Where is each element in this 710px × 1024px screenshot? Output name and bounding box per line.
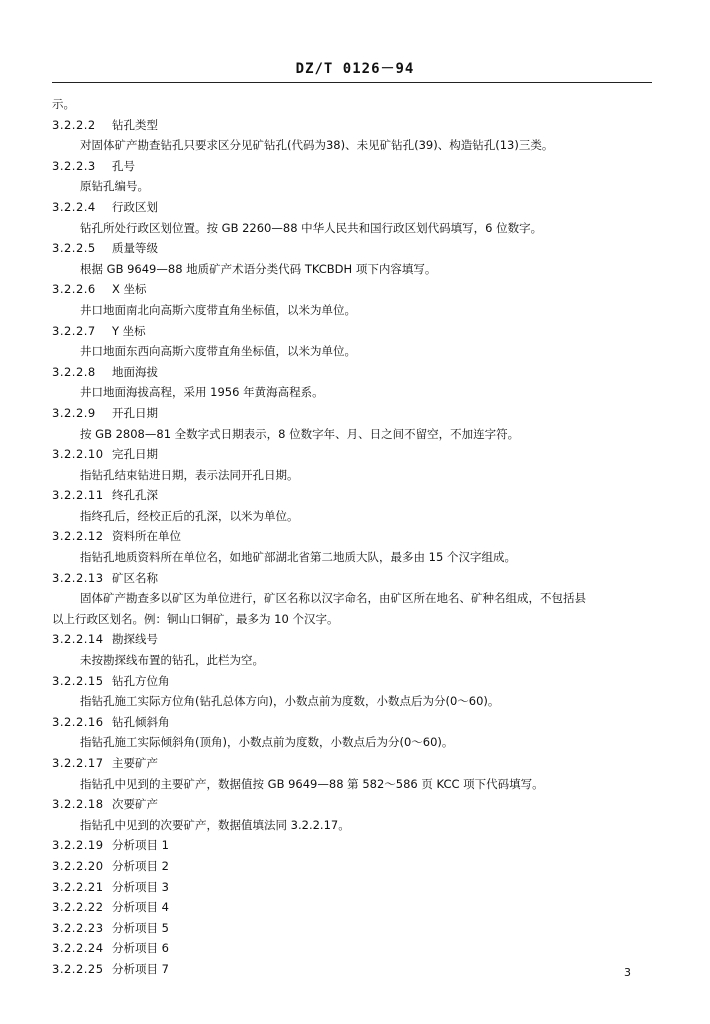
clause-title: 质量等级: [112, 241, 158, 256]
clause-number: 3.2.2.10: [52, 447, 104, 462]
clause-heading: [52, 156, 652, 177]
clause-heading: [52, 238, 652, 259]
clause-heading: [52, 877, 652, 898]
clause-heading: [52, 959, 652, 980]
clause-title: 开孔日期: [112, 405, 158, 420]
clause-title: 完孔日期: [112, 447, 158, 462]
clause-heading: [52, 444, 652, 465]
clause-number: 3.2.2.4: [52, 199, 96, 214]
clause-heading: [52, 794, 652, 815]
clause-number: 3.2.2.13: [52, 570, 104, 585]
clause-number: 3.2.2.12: [52, 529, 104, 544]
clause-heading: [52, 526, 652, 547]
clause-number: 3.2.2.21: [52, 879, 104, 894]
clause-title: 钻孔类型: [112, 117, 158, 132]
clause-number: 3.2.2.24: [52, 941, 104, 956]
clause-number: 3.2.2.23: [52, 920, 104, 935]
clause-body: 井口地面南北向高斯六度带直角坐标值，以米为单位。: [80, 302, 356, 317]
clause-number: 3.2.2.7: [52, 323, 96, 338]
clause-heading: [52, 918, 652, 939]
clause-body: 按 GB 2808—81 全数字式日期表示，8 位数字年、月、日之间不留空，不加连字符。: [80, 426, 520, 441]
clause-title: 分析项目 2: [112, 858, 169, 873]
clause-heading: [52, 568, 652, 589]
clause-number: 3.2.2.17: [52, 756, 104, 770]
clause-heading: [52, 835, 652, 856]
clause-title: 行政区划: [112, 199, 158, 214]
clause-body: 井口地面海拔高程，采用 1956 年黄海高程系。: [80, 385, 324, 400]
clause-body: 原钻孔编号。: [80, 179, 149, 194]
clause-heading: [52, 197, 652, 218]
clause-title: 分析项目 1: [112, 838, 169, 853]
clause-heading: [52, 897, 652, 918]
clause-heading: [52, 321, 652, 342]
header-rule: [52, 82, 652, 83]
clause-number: 3.2.2.9: [52, 405, 96, 420]
clause-heading: [52, 856, 652, 877]
clause-number: 3.2.2.16: [52, 714, 104, 729]
clause-title: X 坐标: [112, 282, 147, 297]
clause-heading: [52, 671, 652, 692]
clause-title: 次要矿产: [112, 797, 158, 812]
clause-heading: [52, 938, 652, 959]
clause-title: 分析项目 7: [112, 961, 169, 976]
clause-number: 3.2.2.18: [52, 797, 104, 812]
clause-number: 3.2.2.14: [52, 632, 104, 647]
clause-number: 3.2.2.3: [52, 158, 96, 173]
clause-title: 分析项目 6: [112, 941, 169, 956]
clause-number: 3.2.2.11: [52, 488, 104, 503]
clause-number: 3.2.2.5: [52, 241, 96, 256]
clause-title: 地面海拔: [112, 364, 158, 379]
page-body: [52, 94, 652, 980]
clause-body: 指钻孔施工实际方位角(钻孔总体方向)，小数点前为度数，小数点后为分(0～60)。: [80, 694, 500, 709]
clause-title: 分析项目 5: [112, 920, 169, 935]
clause-body: 指钻孔中见到的主要矿产，数据值按 GB 9649—88 第 582～586 页 KCC 项下代码填写。: [80, 776, 544, 791]
clause-title: 终孔孔深: [112, 488, 158, 503]
clause-title: 钻孔方位角: [112, 673, 170, 688]
clause-number: 3.2.2.8: [52, 364, 96, 379]
clause-body: 指钻孔结束钻进日期，表示法同开孔日期。: [80, 467, 299, 482]
clause-body: 指钻孔中见到的次要矿产，数据值填法同 3.2.2.17。: [80, 817, 350, 832]
text-line: 示。: [52, 97, 75, 111]
clause-title: 孔号: [112, 158, 135, 173]
clause-heading: [52, 712, 652, 733]
clause-number: 3.2.2.25: [52, 961, 104, 976]
clause-title: 资料所在单位: [112, 529, 181, 544]
clause-title: 矿区名称: [112, 570, 158, 585]
clause-body: 指钻孔地质资料所在单位名，如地矿部湖北省第二地质大队，最多由 15 个汉字组成。: [80, 550, 516, 565]
clause-body: 井口地面东西向高斯六度带直角坐标值，以米为单位。: [80, 344, 356, 359]
clause-number: 3.2.2.19: [52, 838, 104, 853]
clause-title: 主要矿产: [112, 756, 158, 770]
clause-heading: [52, 362, 652, 383]
clause-title: 勘探线号: [112, 632, 158, 647]
clause-title: 分析项目 4: [112, 900, 169, 915]
clause-body: 指终孔后，经校正后的孔深，以米为单位。: [80, 508, 299, 523]
clause-body: 根据 GB 9649—88 地质矿产术语分类代码 TKCBDH 项下内容填写。: [80, 261, 437, 276]
clause-title: Y 坐标: [112, 323, 146, 338]
clause-title: 分析项目 3: [112, 879, 169, 894]
clause-heading: [52, 115, 652, 136]
text-line: 以上行政区划名。例：铜山口铜矿，最多为 10 个汉字。: [52, 611, 339, 626]
clause-heading: [52, 403, 652, 424]
clause-heading: [52, 753, 652, 774]
clause-number: 3.2.2.6: [52, 282, 96, 297]
clause-title: 钻孔倾斜角: [112, 714, 170, 729]
clause-heading: [52, 485, 652, 506]
standard-code-header: DZ/T 0126－94: [295, 61, 415, 77]
clause-heading: [52, 279, 652, 300]
clause-body: 钻孔所处行政区划位置。按 GB 2260—88 中华人民共和国行政区划代码填写，6 位数字。: [80, 220, 543, 235]
clause-heading: [52, 629, 652, 650]
clause-number: 3.2.2.22: [52, 900, 104, 915]
clause-body: 指钻孔施工实际倾斜角(顶角)，小数点前为度数，小数点后为分(0～60)。: [80, 735, 454, 750]
clause-number: 3.2.2.2: [52, 117, 96, 132]
clause-body: 未按勘探线布置的钻孔，此栏为空。: [80, 653, 264, 668]
clause-number: 3.2.2.15: [52, 673, 104, 688]
clause-number: 3.2.2.20: [52, 858, 104, 873]
page-number: 3: [624, 966, 631, 979]
clause-body: 对固体矿产勘查钻孔只要求区分见矿钻孔(代码为38)、未见矿钻孔(39)、构造钻孔(13)三类。: [80, 138, 554, 153]
clause-body: 固体矿产勘查多以矿区为单位进行，矿区名称以汉字命名，由矿区所在地名、矿种名组成，不包括县: [80, 591, 586, 606]
